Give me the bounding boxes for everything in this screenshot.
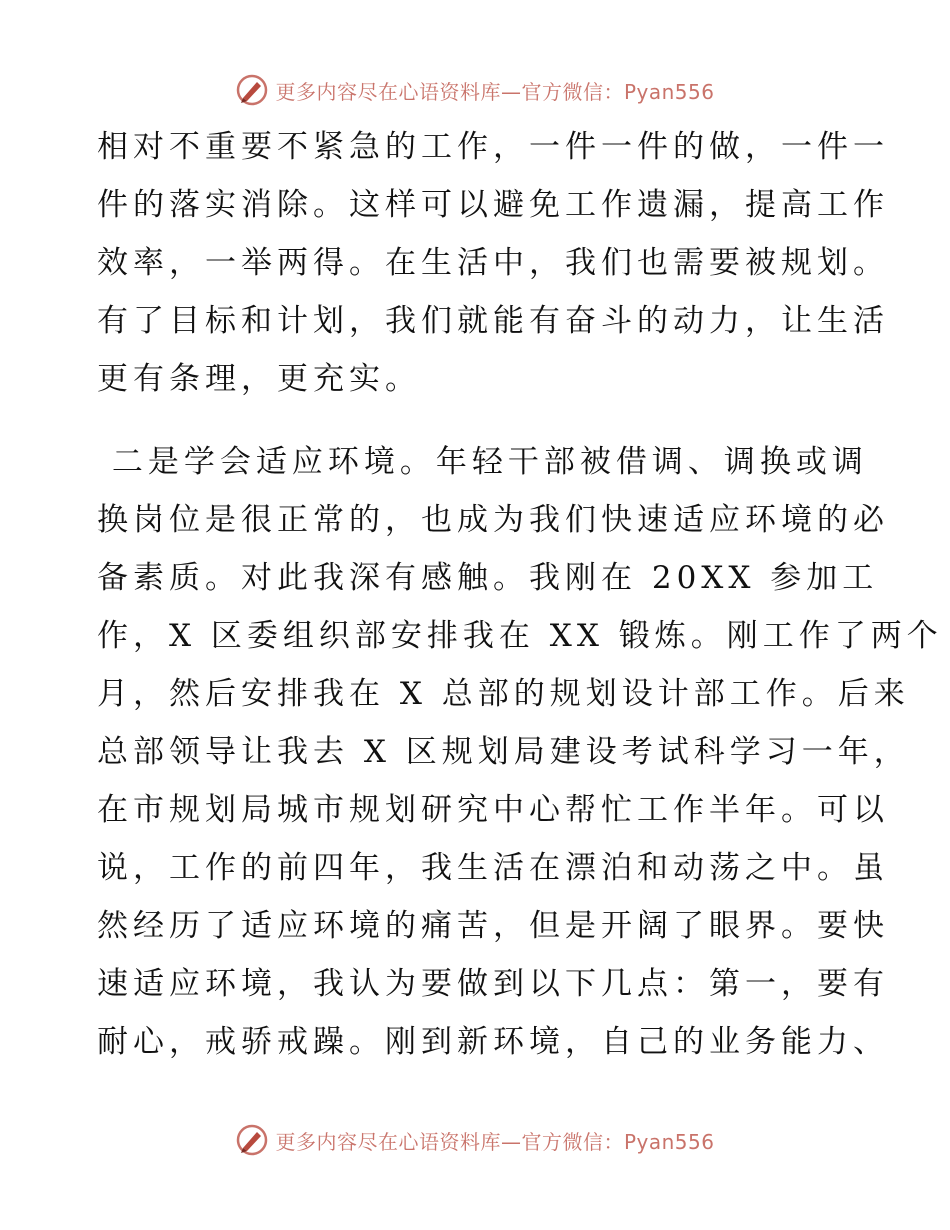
- text-line: 速适应环境，我认为要做到以下几点：第一，要有: [97, 966, 889, 1002]
- text-line: 月，然后安排我在 X 总部的规划设计部工作。后来: [97, 676, 910, 712]
- text-line: 作，X 区委组织部安排我在 XX 锻炼。刚工作了两个: [97, 618, 943, 654]
- text-line: 二是学会适应环境。年轻干部被借调、调换或调: [97, 444, 868, 480]
- header-banner-text: 更多内容尽在心语资料库—官方微信：Pyan556: [275, 79, 715, 104]
- paragraph-2: [97, 433, 943, 1071]
- document-body: [97, 118, 943, 1071]
- text-line: 然经历了适应环境的痛苦，但是开阔了眼界。要快: [97, 908, 889, 944]
- text-line: 总部领导让我去 X 区规划局建设考试科学习一年，: [97, 734, 910, 770]
- text-line: 有了目标和计划，我们就能有奋斗的动力，让生活: [97, 303, 889, 339]
- red-pen-logo-icon: [235, 1123, 269, 1157]
- text-line: 更有条理，更充实。: [97, 361, 421, 397]
- footer-banner-text: 更多内容尽在心语资料库—官方微信：Pyan556: [275, 1129, 715, 1154]
- footer-banner: [0, 1120, 950, 1160]
- text-line: 在市规划局城市规划研究中心帮忙工作半年。可以: [97, 792, 889, 828]
- text-line: 说，工作的前四年，我生活在漂泊和动荡之中。虽: [97, 850, 889, 886]
- text-line: 备素质。对此我深有感触。我刚在 20XX 参加工: [97, 560, 879, 596]
- text-line: 耐心，戒骄戒躁。刚到新环境，自己的业务能力、: [97, 1024, 889, 1060]
- header-banner: [0, 70, 950, 110]
- red-pen-logo-icon: [235, 73, 269, 107]
- text-line: 换岗位是很正常的，也成为我们快速适应环境的必: [97, 502, 889, 538]
- text-line: 件的落实消除。这样可以避免工作遗漏，提高工作: [97, 187, 889, 223]
- paragraph-1: [97, 118, 889, 408]
- text-line: 相对不重要不紧急的工作，一件一件的做，一件一: [97, 129, 889, 165]
- text-line: 效率，一举两得。在生活中，我们也需要被规划。: [97, 245, 889, 281]
